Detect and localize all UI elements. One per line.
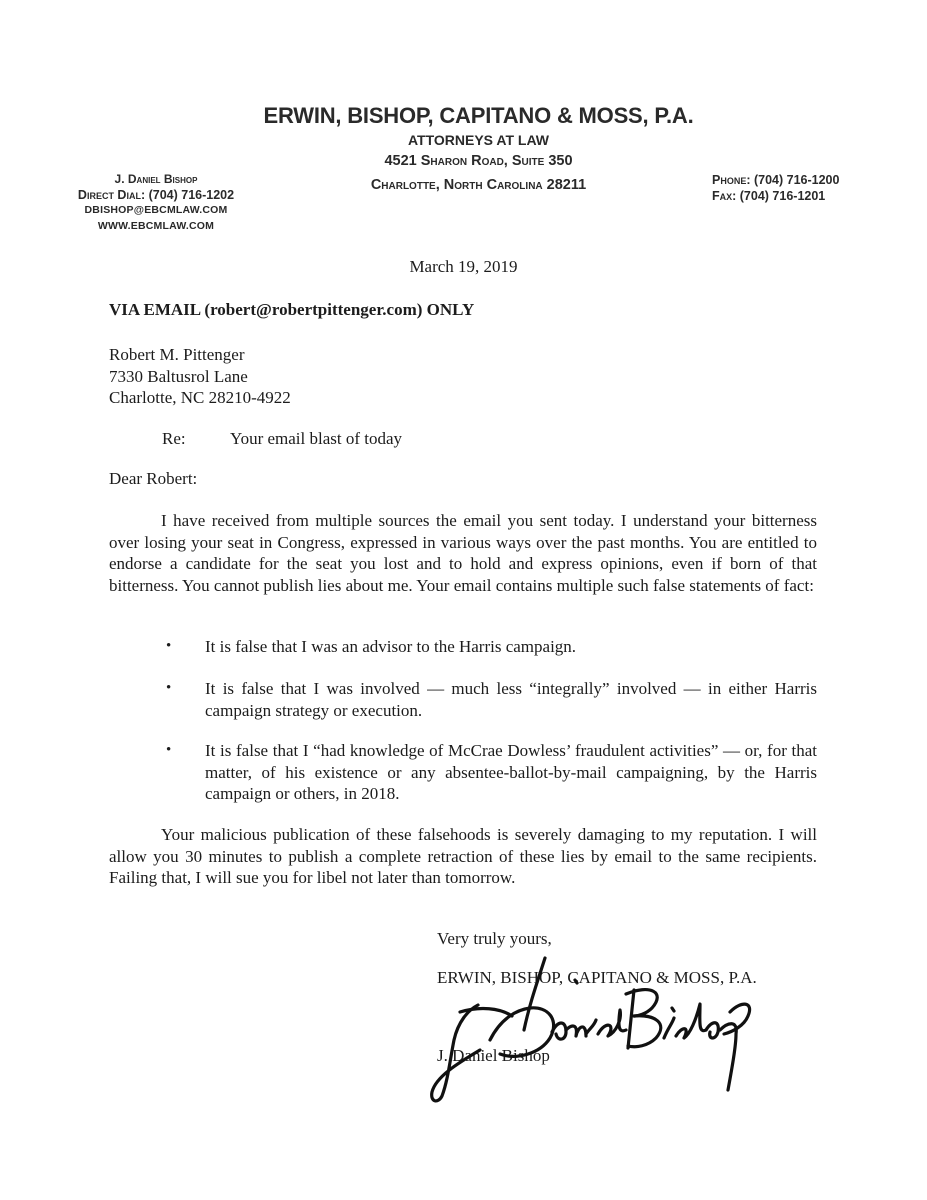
recipient-address <box>109 344 291 409</box>
letter-date: March 19, 2019 <box>409 257 518 276</box>
signature-firm: ERWIN, BISHOP, CAPITANO & MOSS, P.A. <box>437 968 757 987</box>
firm-name: ERWIN, BISHOP, CAPITANO & MOSS, P.A. <box>263 103 694 128</box>
recipient-name: Robert M. Pittenger <box>109 345 245 364</box>
handwritten-signature <box>420 950 770 1110</box>
list-item: • It is false that I was involved — much less “integrally” involved — in either Harris campaign strategy or execution. <box>205 678 817 721</box>
delivery-method: VIA EMAIL (robert@robertpittenger.com) ONLY <box>109 300 475 319</box>
sender-email: DBISHOP@EBCMLAW.COM <box>84 204 228 216</box>
list-item: • It is false that I was an advisor to the Harris campaign. <box>205 636 817 658</box>
firm-address-line2: Charlotte, North Carolina 28211 <box>370 177 587 193</box>
firm-fax: Fax: (704) 716-1201 <box>712 189 826 203</box>
subject-line <box>162 429 402 449</box>
subject-label: Re: <box>162 429 186 448</box>
firm-website: WWW.EBCMLAW.COM <box>97 219 215 232</box>
sender-direct-dial: Direct Dial: (704) 716-1202 <box>77 187 235 202</box>
list-item: • It is false that I “had knowledge of McCrae Dowless’ fraudulent activities” — or, for that matter, of his existence or any absentee-ballot-by-mail campaigning, by the Harris campaign or others, in 2018. <box>205 740 817 805</box>
recipient-street: 7330 Baltusrol Lane <box>109 366 248 386</box>
body-paragraph-2: Your malicious publication of these falsehoods is severely damaging to my reputation. I will allow you 30 minutes to publish a complete retraction of these lies by email to the same recipients. Failing that, I will sue you for libel not later than tomorrow. <box>109 825 817 887</box>
firm-contact-block <box>712 172 839 204</box>
salutation: Dear Robert: <box>109 469 198 488</box>
firm-tagline: ATTORNEYS AT LAW <box>407 132 550 148</box>
sender-contact-block <box>60 172 252 234</box>
subject-text: Your email blast of today <box>230 429 403 448</box>
sender-name: J. Daniel Bishop <box>114 172 198 186</box>
signer-name: J. Daniel Bishop <box>437 1046 550 1065</box>
body-paragraph-1: I have received from multiple sources the email you sent today. I understand your bitterness over losing your seat in Congress, expressed in various ways over the past months. You are entitled to endorse a candidate for the seat you lost and to hold and express opinions, even if born of that bitterness. You cannot publish lies about me. Your email contains multiple such false statements of fact: <box>109 511 817 595</box>
firm-phone: Phone: (704) 716-1200 <box>712 173 840 187</box>
closing: Very truly yours, <box>437 929 552 948</box>
firm-address-line1: 4521 Sharon Road, Suite 350 <box>384 153 573 169</box>
recipient-city: Charlotte, NC 28210-4922 <box>109 388 291 407</box>
